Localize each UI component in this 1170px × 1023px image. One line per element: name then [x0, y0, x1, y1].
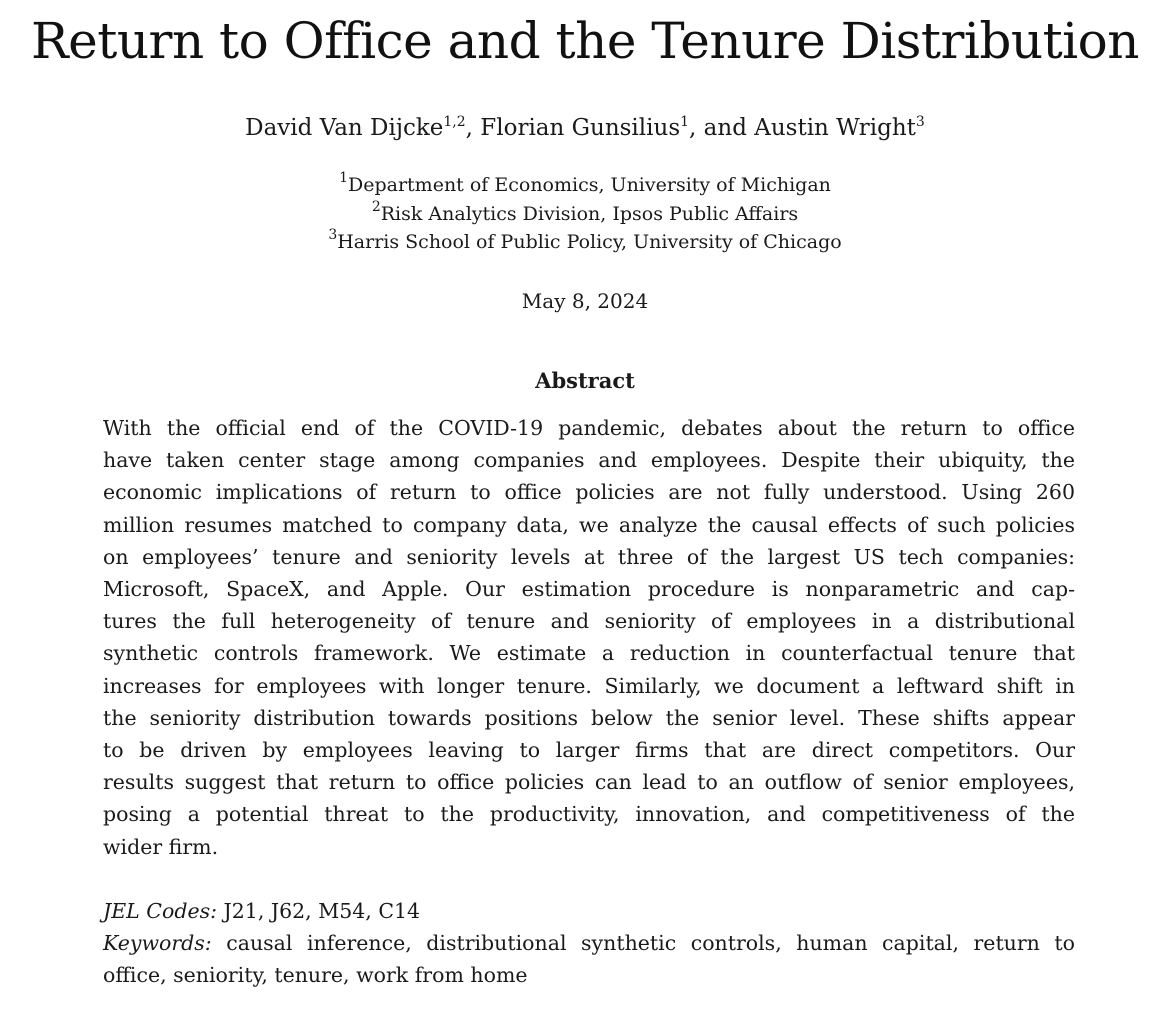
abstract-line: the seniority distribution towards positions below the senior level. These shifts appear [103, 705, 1075, 730]
keywords-values: causal inference, distributional synthetic controls, human capital, return to [211, 931, 1075, 955]
affiliation-superscript: 2 [371, 198, 381, 215]
abstract-line: million resumes matched to company data, we analyze the causal effects of such policies [103, 512, 1075, 537]
abstract-line: wider firm. [103, 834, 219, 859]
author-superscript: 1,2 [443, 114, 466, 130]
paper-metadata [103, 895, 1075, 991]
abstract-line: With the official end of the COVID-19 pandemic, debates about the return to office [103, 416, 1075, 440]
abstract-line: have taken center stage among companies and employees. Despite their ubiquity, the [103, 448, 1075, 473]
abstract-body [103, 412, 1075, 863]
jel-codes [103, 895, 1075, 927]
author-list [0, 112, 1170, 144]
keywords-continued: office, seniority, tenure, work from home [103, 963, 528, 987]
abstract-line: tures the full heterogeneity of tenure and seniority of employees in a distributional [103, 609, 1075, 634]
paper-date: May 8, 2024 [521, 289, 649, 313]
jel-values: J21, J62, M54, C14 [217, 899, 421, 923]
abstract-line: Microsoft, SpaceX, and Apple. Our estimation procedure is nonparametric and cap- [103, 577, 1075, 602]
abstract-line: synthetic controls framework. We estimate a reduction in counterfactual tenure that [103, 641, 1075, 666]
affiliation-superscript: 3 [328, 227, 338, 243]
author-name: David Van Dijcke [245, 115, 444, 141]
abstract-line: posing a potential threat to the productivity, innovation, and competitiveness of the [103, 802, 1075, 827]
affiliation-list [0, 171, 1170, 257]
author-superscript: 3 [915, 114, 925, 130]
affiliation-text: Risk Analytics Division, Ipsos Public Affairs [380, 202, 799, 225]
author-name: Florian Gunsilius [480, 115, 681, 141]
keywords [103, 927, 1075, 959]
affiliation [0, 171, 1170, 200]
abstract-line: economic implications of return to office policies are not fully understood. Using 260 [103, 480, 1075, 505]
author-superscript: 1 [680, 114, 690, 130]
abstract-heading: Abstract [535, 368, 635, 393]
author-separator: , and [689, 115, 755, 141]
abstract-line: to be driven by employees leaving to larger firms that are direct competitors. Our [103, 738, 1075, 763]
paper-title: Return to Office and the Tenure Distribution [31, 12, 1139, 70]
keywords-label: Keywords: [103, 931, 212, 955]
author-name: Austin Wright [754, 115, 916, 141]
jel-label: JEL Codes: [103, 899, 218, 923]
affiliation-superscript: 1 [339, 170, 348, 186]
affiliation [0, 228, 1170, 257]
author-separator: , [465, 115, 481, 141]
abstract-line: increases for employees with longer tenure. Similarly, we document a leftward shift in [103, 673, 1075, 698]
affiliation-text: Department of Economics, University of Michigan [348, 174, 831, 196]
abstract-line: results suggest that return to office policies can lead to an outflow of senior employees, [103, 770, 1075, 795]
affiliation [0, 200, 1170, 229]
affiliation-text: Harris School of Public Policy, University of Chicago [337, 231, 842, 253]
abstract-line: on employees’ tenure and seniority levels at three of the largest US tech companies: [103, 544, 1075, 569]
